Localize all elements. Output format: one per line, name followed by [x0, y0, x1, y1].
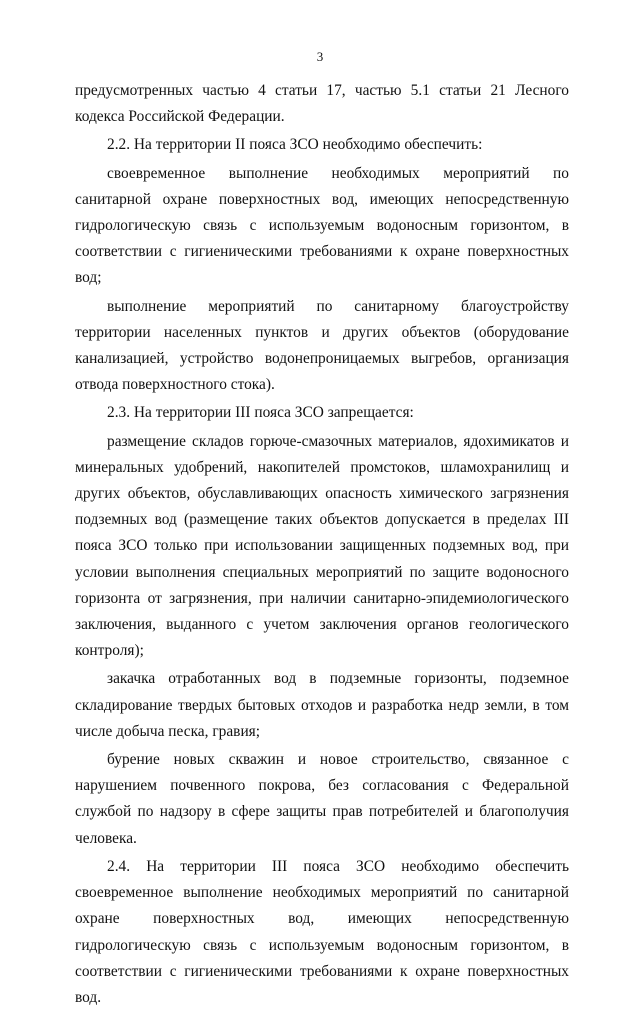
paragraph-storage-prohibition: размещение складов горюче-смазочных материалов, ядохимикатов и минеральных удобрений, накопителей промстоков, шламохранилищ и других объектов, обуславливающих опасность химического загрязнения подземных вод (размещение таких объектов допускается в пределах III пояса ЗСО только при использовании защищенных подземных вод, при условии выполнения специальных мероприятий по защите водоносного горизонта от загрязнения, при наличии санитарно-эпидемиологического заключения, выданного с учетом заключения органов геологического контроля);	[75, 432, 569, 660]
page-number: 3	[316, 49, 324, 64]
section-2-4-paragraph: 2.4. На территории III пояса ЗСО необходимо обеспечить своевременное выполнение необходимых мероприятий по санитарной охране поверхностных вод, имеющих непосредственную гидрологическую связь с используемым водоносным горизонтом, в соответствии с гигиеническими требованиями к охране поверхностных вод.	[75, 857, 569, 1006]
section-2-2-heading: 2.2. На территории II пояса ЗСО необходимо обеспечить:	[107, 136, 483, 154]
paragraph-continuation: предусмотренных частью 4 статьи 17, частью 5.1 статьи 21 Лесного кодекса Российской Федерации.	[75, 82, 569, 126]
paragraph-surface-water-protection: своевременное выполнение необходимых мероприятий по санитарной охране поверхностных вод, имеющих непосредственную гидрологическую связь с используемым водоносным горизонтом, в соответствии с гигиеническими требованиями к охране поверхностных вод;	[75, 164, 569, 287]
paragraph-drilling-prohibition: бурение новых скважин и новое строительство, связанное с нарушением почвенного покрова, без согласования с Федеральной службой по надзору в сфере защиты прав потребителей и благополучия человека.	[75, 751, 569, 847]
paragraph-sanitary-improvement: выполнение мероприятий по санитарному благоустройству территории населенных пунктов и других объектов (оборудование канализацией, устройство водонепроницаемых выгребов, организация отвода поверхностного стока).	[75, 297, 569, 394]
section-2-3-heading: 2.3. На территории III пояса ЗСО запрещается:	[107, 404, 414, 422]
paragraph-injection-prohibition: закачка отработанных вод в подземные горизонты, подземное складирование твердых бытовых отходов и разработка недр земли, в том числе добыча песка, гравия;	[75, 670, 569, 740]
document-body	[75, 78, 569, 1013]
